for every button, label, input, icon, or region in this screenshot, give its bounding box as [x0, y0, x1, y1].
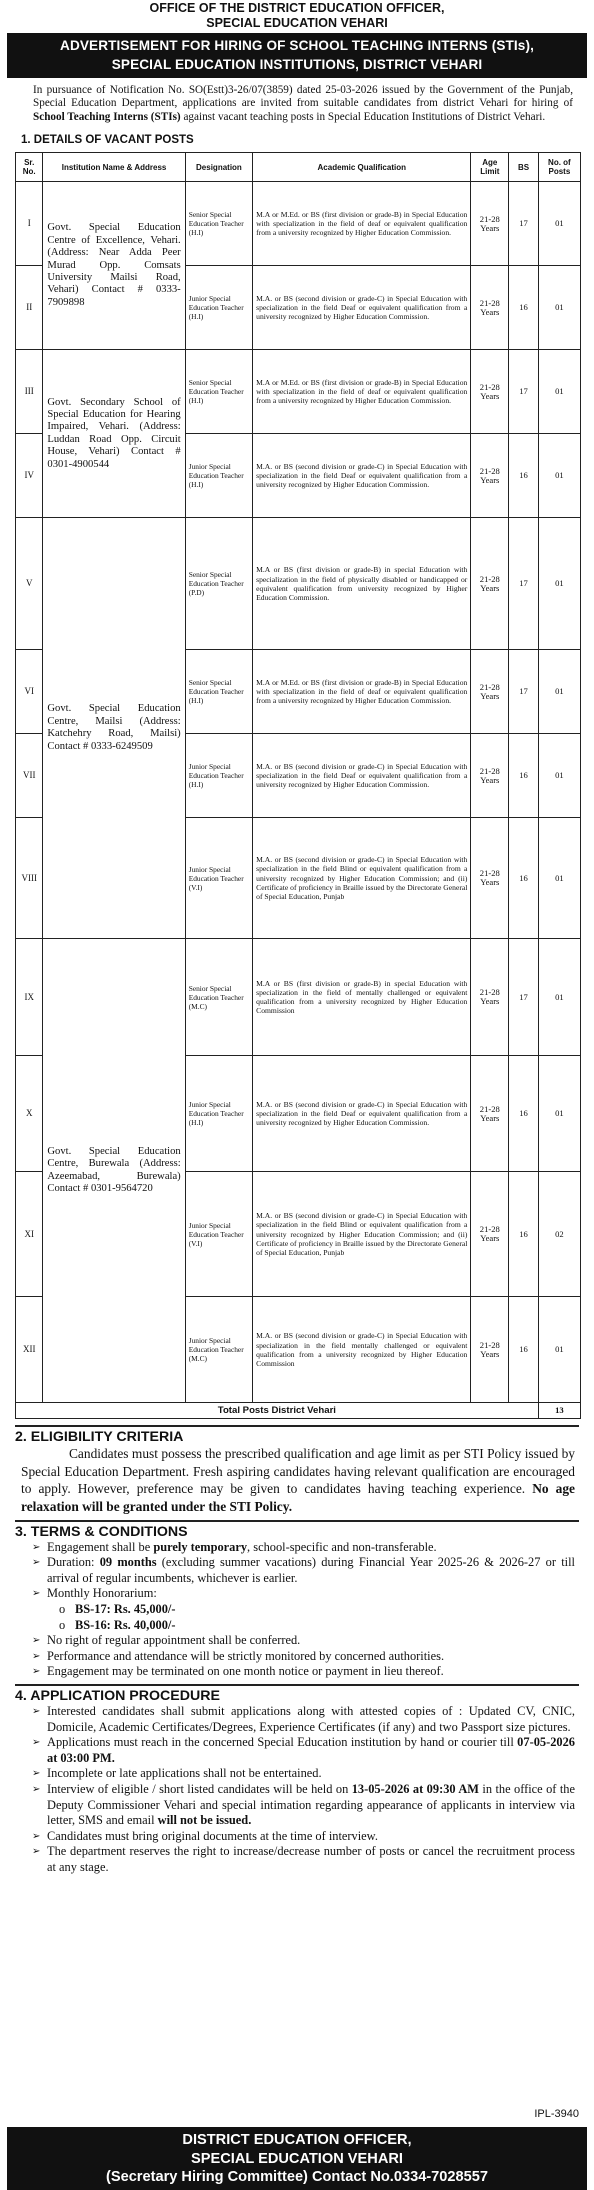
designation-cell: Junior Special Education Teacher (H.I)	[185, 1056, 252, 1172]
sr-cell: III	[16, 350, 43, 434]
institution-cell: Govt. Special Education Centre, Burewala (Address: Azeemabad, Burewala) Contact # 0301-9564720	[43, 939, 185, 1403]
vacant-posts-table	[15, 152, 581, 1419]
bs-cell: 16	[509, 266, 539, 350]
intro-text2: against vacant teaching posts in Special Education Institutions of District Vehari.	[180, 110, 546, 123]
header-designation: Designation	[185, 153, 252, 182]
list-item	[32, 1539, 575, 1556]
bs-cell: 17	[509, 518, 539, 650]
advertisement-page	[7, 0, 587, 2190]
bs-cell: 16	[509, 1056, 539, 1172]
footer-line2: SPECIAL EDUCATION VEHARI	[191, 2150, 403, 2167]
application-text: Interview of eligible / short listed candidates will be held on	[47, 1781, 352, 1796]
table-row	[16, 518, 581, 650]
eligibility-body: Candidates must possess the prescribed qualification and age limit as per STI Policy issued by Special Education Department. Fresh aspiring candidates having relevant qualification are encouraged to apply. However, preference may be given to candidates having teaching experience.	[21, 1446, 575, 1497]
application-list	[7, 1704, 587, 1876]
list-item	[32, 1555, 575, 1586]
header-posts: No. of Posts	[538, 153, 580, 182]
header-qualification: Academic Qualification	[253, 153, 471, 182]
application-text: Incomplete or late applications shall not be entertained.	[47, 1766, 322, 1781]
age-cell: 21-28 Years	[471, 518, 509, 650]
designation-cell: Senior Special Education Teacher (H.I)	[185, 650, 252, 734]
age-cell: 21-28 Years	[471, 650, 509, 734]
bs-cell: 16	[509, 734, 539, 818]
institution-cell: Govt. Special Education Centre, Mailsi (Address: Katchehry Road, Mailsi) Contact # 0333-6249509	[43, 518, 185, 939]
designation-cell: Senior Special Education Teacher (H.I)	[185, 182, 252, 266]
office-header	[7, 0, 587, 31]
circle-bullet-icon: o	[59, 1617, 66, 1632]
posts-cell: 01	[538, 350, 580, 434]
bullet-icon: ➢	[32, 1666, 41, 1678]
header-sr: Sr. No.	[16, 153, 43, 182]
posts-cell: 01	[538, 182, 580, 266]
sr-cell: I	[16, 182, 43, 266]
age-cell: 21-28 Years	[471, 1297, 509, 1403]
application-bold: 13-05-2026 at 09:30 AM	[351, 1781, 479, 1796]
bullet-icon: ➢	[32, 1846, 41, 1858]
list-item	[32, 1648, 575, 1665]
qualification-cell: M.A. or BS (second division or grade-C) in Special Education with specialization in the field Deaf or equivalent qualification from a university recognized by Higher Education Commission.	[253, 1056, 471, 1172]
bullet-icon: ➢	[32, 1737, 41, 1749]
qualification-cell: M.A or M.Ed. or BS (first division or grade-B) in Special Education with specialization in the field of deaf or equivalent qualification from a university recognized by Higher Education Commission.	[253, 182, 471, 266]
sr-cell: X	[16, 1056, 43, 1172]
qualification-cell: M.A or M.Ed. or BS (first division or grade-B) in Special Education with specialization in the field of deaf or equivalent qualification from a university recognized by Higher Education Commission.	[253, 650, 471, 734]
divider	[15, 1684, 579, 1686]
title-line1: ADVERTISEMENT FOR HIRING OF SCHOOL TEACHING INTERNS (STIs),	[60, 38, 534, 53]
application-text: The department reserves the right to increase/decrease number of posts or cancel the recruitment process at any stage.	[47, 1844, 575, 1874]
age-cell: 21-28 Years	[471, 182, 509, 266]
qualification-cell: M.A. or BS (second division or grade-C) in Special Education with specialization in the field Blind or equivalent qualification from a university recognized by Higher Education Commission; and (ii) Certificate of proficiency in Braille issued by the Directorate General of Special Education, Punjab	[253, 818, 471, 939]
age-cell: 21-28 Years	[471, 266, 509, 350]
posts-cell: 01	[538, 266, 580, 350]
sr-cell: IV	[16, 434, 43, 518]
posts-cell: 01	[538, 734, 580, 818]
qualification-cell: M.A or BS (first division or grade-B) in special Education with specialization in the field of mentally challenged or equivalent qualification from a university recognized by Higher Education Commission	[253, 939, 471, 1056]
application-title: 4. APPLICATION PROCEDURE	[15, 1687, 220, 1704]
term-text: Monthly Honorarium:	[47, 1586, 157, 1601]
header-bs: BS	[509, 153, 539, 182]
term-text: , school-specific and non-transferable.	[247, 1539, 437, 1554]
table-header-row	[16, 153, 581, 182]
honorarium-bs16	[47, 1618, 587, 1634]
list-item	[32, 1828, 575, 1845]
ipl-code: IPL-3940	[534, 2108, 579, 2120]
bs-cell: 16	[509, 434, 539, 518]
institution-cell: Govt. Special Education Centre of Excellence, Vehari. (Address: Near Adda Peer Murad Opp. Comsats University Mailsi Road, Vehari) Contact # 0333-7909898	[43, 182, 185, 350]
designation-cell: Junior Special Education Teacher (M.C)	[185, 1297, 252, 1403]
bullet-icon: ➢	[32, 1830, 41, 1842]
designation-cell: Senior Special Education Teacher (P.D)	[185, 518, 252, 650]
term-text: Engagement may be terminated on one month notice or payment in lieu thereof.	[47, 1664, 444, 1679]
posts-cell: 02	[538, 1172, 580, 1297]
office-header-line2: SPECIAL EDUCATION VEHARI	[206, 16, 388, 30]
honorarium-text: BS-16: Rs. 40,000/-	[75, 1617, 176, 1632]
bullet-icon: ➢	[32, 1650, 41, 1662]
bullet-icon: ➢	[32, 1768, 41, 1780]
list-item	[32, 1633, 575, 1649]
term-text: Performance and attendance will be strictly monitored by concerned authorities.	[47, 1648, 445, 1663]
designation-cell: Junior Special Education Teacher (H.I)	[185, 734, 252, 818]
bullet-icon: ➢	[32, 1541, 41, 1553]
bs-cell: 17	[509, 350, 539, 434]
bullet-icon: ➢	[32, 1588, 41, 1600]
qualification-cell: M.A. or BS (second division or grade-C) in Special Education with specialization in the field mentally challenged or equivalent qualification from a university recognized by Higher Education Commission	[253, 1297, 471, 1403]
bs-cell: 17	[509, 182, 539, 266]
application-text: Candidates must bring original documents at the time of interview.	[47, 1828, 378, 1843]
header-institution: Institution Name & Address	[43, 153, 185, 182]
bullet-icon: ➢	[32, 1783, 41, 1795]
sr-cell: V	[16, 518, 43, 650]
term-text: Duration:	[47, 1555, 100, 1570]
term-text: Engagement shall be	[47, 1539, 154, 1554]
posts-cell: 01	[538, 650, 580, 734]
list-item	[32, 1703, 575, 1735]
posts-cell: 01	[538, 434, 580, 518]
circle-bullet-icon: o	[59, 1601, 66, 1616]
eligibility-title: 2. ELIGIBILITY CRITERIA	[15, 1429, 184, 1446]
bs-cell: 16	[509, 1297, 539, 1403]
designation-cell: Senior Special Education Teacher (M.C)	[185, 939, 252, 1056]
intro-bold: School Teaching Interns (STIs)	[33, 110, 181, 123]
term-bold: purely temporary	[153, 1539, 248, 1554]
age-cell: 21-28 Years	[471, 434, 509, 518]
age-cell: 21-28 Years	[471, 734, 509, 818]
bs-cell: 16	[509, 818, 539, 939]
sr-cell: VI	[16, 650, 43, 734]
qualification-cell: M.A. or BS (second division or grade-C) in Special Education with specialization in the field Deaf or equivalent qualification from a university recognized by Higher Education Commission.	[253, 434, 471, 518]
age-cell: 21-28 Years	[471, 818, 509, 939]
sr-cell: XII	[16, 1297, 43, 1403]
term-text: No right of regular appointment shall be conferred.	[47, 1633, 301, 1648]
qualification-cell: M.A or BS (first division or grade-B) in special Education with specialization in the field of physically disabled or handicapped or equivalent qualification from university recognized by Higher Education Commission.	[253, 518, 471, 650]
total-value: 13	[538, 1403, 580, 1419]
list-item	[32, 1781, 575, 1829]
term-bold: 09 months	[99, 1555, 157, 1570]
designation-cell: Junior Special Education Teacher (V.I)	[185, 1172, 252, 1297]
institution-cell: Govt. Secondary School of Special Education for Hearing Impaired, Vehari. (Address: Luddan Road Opp. Circuit House, Vehari) Contact # 0301-4900544	[43, 350, 185, 518]
footer-signature	[7, 2127, 587, 2190]
bs-cell: 17	[509, 939, 539, 1056]
eligibility-bold: No age relaxation will be granted under the STI Policy.	[21, 1481, 575, 1514]
divider	[15, 1425, 579, 1427]
bullet-icon: ➢	[32, 1635, 41, 1647]
term-text: (excluding summer vacations) during Financial Year 2025-26 & 2026-27 or till arrival of regular incumbents, whichever is earlier.	[47, 1555, 575, 1585]
eligibility-text	[21, 1445, 575, 1515]
posts-cell: 01	[538, 1297, 580, 1403]
application-text: Applications must reach in the concerned Special Education institution by hand or courier till	[47, 1735, 518, 1750]
qualification-cell: M.A. or BS (second division or grade-C) in Special Education with specialization in the field Blind or equivalent qualification from a university recognized by Higher Education Commission; and (ii) Certificate of proficiency in Braille issued by the Directorate General of Special Education, Punjab	[253, 1172, 471, 1297]
terms-title: 3. TERMS & CONDITIONS	[15, 1523, 188, 1540]
list-item	[32, 1735, 575, 1766]
age-cell: 21-28 Years	[471, 350, 509, 434]
application-text: in the office of the Deputy Commissioner Vehari and special intimation regarding appearance of applicants in interview via letter, SMS and email	[47, 1781, 575, 1828]
list-item	[32, 1766, 575, 1782]
age-cell: 21-28 Years	[471, 939, 509, 1056]
table-row	[16, 939, 581, 1056]
total-row	[16, 1403, 581, 1419]
sr-cell: II	[16, 266, 43, 350]
header-age: Age Limit	[471, 153, 509, 182]
list-item	[32, 1664, 575, 1680]
bs-cell: 17	[509, 650, 539, 734]
designation-cell: Junior Special Education Teacher (H.I)	[185, 434, 252, 518]
title-line2: SPECIAL EDUCATION INSTITUTIONS, DISTRICT VEHARI	[111, 57, 483, 72]
honorarium-text: BS-17: Rs. 45,000/-	[75, 1601, 176, 1616]
advertisement-title	[7, 33, 587, 78]
posts-cell: 01	[538, 818, 580, 939]
qualification-cell: M.A or M.Ed. or BS (first division or grade-B) in Special Education with specialization in the field of deaf or equivalent qualification from a university recognized by Higher Education Commission.	[253, 350, 471, 434]
section-vacant-posts-title: 1. DETAILS OF VACANT POSTS	[21, 134, 194, 147]
application-text: Interested candidates shall submit applications along with attested copies of : Updated CV, CNIC, Domicile, Academic Certificates/Degrees, Experience Certificates (if any) and two Passport size pictures.	[47, 1703, 575, 1734]
sr-cell: IX	[16, 939, 43, 1056]
designation-cell: Senior Special Education Teacher (H.I)	[185, 350, 252, 434]
posts-cell: 01	[538, 518, 580, 650]
bullet-icon: ➢	[32, 1557, 41, 1569]
list-item	[32, 1586, 575, 1602]
list-item	[32, 1844, 575, 1875]
bs-cell: 16	[509, 1172, 539, 1297]
qualification-cell: M.A. or BS (second division or grade-C) in Special Education with specialization in the field Deaf or equivalent qualification from a university recognized by Higher Education Commission.	[253, 266, 471, 350]
divider	[15, 1520, 579, 1522]
qualification-cell: M.A. or BS (second division or grade-C) in Special Education with specialization in the field Deaf or equivalent qualification from a university recognized by Higher Education Commission.	[253, 734, 471, 818]
sr-cell: XI	[16, 1172, 43, 1297]
intro-text1: In pursuance of Notification No. SO(Estt)3-26/07(3859) dated 25-03-2026 issued by the Government of the Punjab, Special Education Department, applications are invited from suitable candidates from district Vehari for hiring of	[33, 84, 573, 110]
office-header-line1: OFFICE OF THE DISTRICT EDUCATION OFFICER,	[149, 1, 445, 15]
posts-cell: 01	[538, 939, 580, 1056]
sr-cell: VII	[16, 734, 43, 818]
table-row	[16, 182, 581, 266]
designation-cell: Junior Special Education Teacher (V.I)	[185, 818, 252, 939]
footer-line3: (Secretary Hiring Committee) Contact No.0334-7028557	[105, 2169, 488, 2186]
designation-cell: Junior Special Education Teacher (H.I)	[185, 266, 252, 350]
sr-cell: VIII	[16, 818, 43, 939]
footer-line1: DISTRICT EDUCATION OFFICER,	[182, 2132, 412, 2149]
bullet-icon: ➢	[32, 1705, 41, 1717]
total-label: Total Posts District Vehari	[16, 1403, 539, 1419]
age-cell: 21-28 Years	[471, 1172, 509, 1297]
application-bold: will not be issued.	[157, 1813, 252, 1828]
application-bold: 07-05-2026 at 03:00 PM.	[47, 1735, 575, 1765]
age-cell: 21-28 Years	[471, 1056, 509, 1172]
terms-list-2	[7, 1633, 587, 1680]
honorarium-bs17	[47, 1602, 587, 1618]
intro-paragraph	[33, 84, 573, 124]
table-row	[16, 350, 581, 434]
posts-cell: 01	[538, 1056, 580, 1172]
terms-list	[7, 1540, 587, 1602]
